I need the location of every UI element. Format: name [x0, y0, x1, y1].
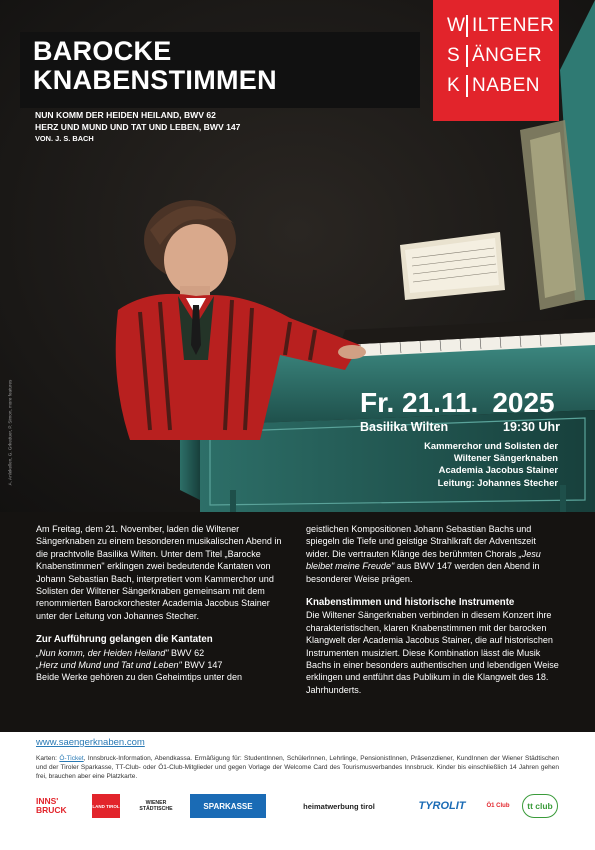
logo-divider	[466, 75, 468, 97]
work-bwv: BWV 147	[181, 660, 223, 671]
work-title: „Herz und Mund und Tat und Leben"	[36, 660, 182, 671]
concert-title	[33, 37, 277, 95]
performer-line: Leitung: Johannes Stecher	[437, 476, 558, 488]
logo-line	[433, 11, 559, 41]
logo-divider	[466, 15, 468, 37]
performer-line: Academia Jacobus Stainer	[438, 464, 558, 476]
work-bwv: BWV 62	[168, 647, 205, 658]
performer-line: Wiltener Sängerknaben	[453, 452, 558, 464]
work-title: „Nun komm, der Heiden Heiland"	[36, 647, 169, 658]
chorale-title: „Jesu bleibet meine Freude"	[306, 548, 541, 572]
logo-line	[433, 71, 559, 101]
logo-initial: K	[447, 75, 460, 96]
logo-initial: S	[447, 45, 460, 66]
wsk-logo	[433, 0, 559, 121]
sponsor-text: Ö1 Club	[486, 803, 510, 809]
body-column-right	[306, 523, 561, 696]
work-item	[36, 647, 291, 659]
photo-credit: A. Anlekellen, G. Grkeduer, P. Simon, more features	[7, 379, 13, 486]
venue-name: Basilika Wilten	[360, 420, 449, 434]
sponsor-text: LAND TIROL	[92, 803, 120, 809]
footer	[0, 732, 595, 850]
oe-ticket-link[interactable]: Ö-Ticket	[59, 755, 84, 762]
composer-line: VON. J. S. BACH	[35, 134, 94, 143]
sponsor-text: INNS' BRUCK	[36, 796, 67, 815]
event-time: 19:30 Uhr	[503, 420, 560, 434]
sponsor-text: SPARKASSE	[203, 801, 253, 811]
title-line: BAROCKE	[33, 36, 172, 66]
tickets-prefix: Karten:	[36, 755, 60, 762]
instruments-paragraph: Die Wiltener Sängerknaben verbinden in diesem Konzert ihre charakteristischen, klaren Knabenstimmen mit der barocken Klangwelt der Academia Jacobus Stainer, die auf historischen Instrumenten musiziert. Diese Kombination lässt die Musik Bachs in einer besonders authentischen und lebendigen Weise erklingen und entführt das Publikum in die Klangwelt des 18. Jahrhunderts.	[306, 610, 559, 695]
work-line: HERZ UND MUND UND TAT UND LEBEN, BWV 147	[35, 121, 241, 132]
intro-paragraph: Am Freitag, dem 21. November, laden die Wiltener Sängerknaben zu einem besonderen musikalischen Abend in die prachtvolle Basilika Wilten. Unter dem Titel „Barocke Knabenstimmen" erklingen zwei bedeutende Kantaten von Johann Sebastian Bach, interpretiert vom Kammerchor und Solisten der Wiltener Sängerknaben gemeinsam mit dem renommierten Barockorchester Academia Jacobus Stainer unter der Leitung von Johannes Stecher.	[36, 524, 282, 621]
performer-line: Kammerchor und Solisten der	[424, 440, 558, 451]
logo-word: NABEN	[472, 75, 540, 96]
sponsor-oe1-club-logo	[484, 794, 512, 818]
sponsor-text: WIENER STÄDTISCHE	[139, 800, 173, 812]
sponsor-heimatwerbung-logo	[278, 794, 400, 818]
tickets-text: , Innsbruck-Information, Abendkassa. Ermäßigung für: StudentInnen, SchülerInnen, Lehrlinge, PensionistInnen, Präsenzdiener, KundInnen der Wiener Städtischen und der Tiroler Sparkasse, TT-Club- oder Ö1-Club-Mitglieder und gegen Vorlage der Welcome Card des Tourismusverbandes Innsbruck. Kinder bis einschließlich 14 Jahren gehen frei, brauchen aber eine Platzkarte.	[36, 755, 559, 780]
website-link[interactable]: www.saengerknaben.com	[36, 737, 145, 748]
body-column-left	[36, 523, 291, 684]
sponsor-tt-club-logo	[522, 794, 558, 818]
year-text: 2025	[492, 387, 555, 418]
sponsor-wiener-staedtische-logo	[132, 794, 180, 818]
logo-initial: W	[447, 15, 465, 36]
ticket-info	[36, 754, 559, 781]
sponsor-text: TYROLIT	[418, 800, 466, 812]
work-line: NUN KOMM DER HEIDEN HEILAND, BWV 62	[35, 110, 216, 120]
section-heading: Knabenstimmen und historische Instrumente	[306, 597, 515, 609]
sponsor-land-tirol-logo	[92, 794, 120, 818]
sponsor-text: tt club	[527, 801, 553, 811]
sponsor-sparkasse-logo	[190, 794, 266, 818]
works-subtitle	[35, 110, 240, 145]
logo-line	[433, 41, 559, 71]
work-item	[36, 659, 291, 671]
paragraph-text: geistlichen Kompositionen Johann Sebastian Bachs und spiegeln die Tiefe und geistige Strahlkraft der Adventszeit wider. Die vertrauten Klänge des berühmten Chorals	[306, 524, 536, 559]
logo-word: ÄNGER	[472, 45, 543, 66]
sponsor-text: heimatwerbung tirol	[303, 801, 375, 811]
paragraph-text: aus BWV 147 werden den Abend in besonderer Weise prägen.	[306, 561, 540, 584]
title-line: KNABENSTIMMEN	[33, 65, 277, 95]
logo-divider	[466, 45, 468, 67]
venue-line	[360, 420, 560, 434]
logo-word: ILTENER	[472, 15, 555, 36]
closing-line: Beide Werke gehören zu den Geheimtips unter den	[36, 672, 243, 683]
event-date	[360, 387, 555, 419]
sponsor-tyrolit-logo	[412, 794, 472, 818]
performers	[360, 440, 558, 489]
section-heading: Zur Aufführung gelangen die Kantaten	[36, 634, 213, 646]
sponsor-innsbruck-logo	[36, 794, 80, 818]
continuation-paragraph	[306, 523, 561, 585]
date-text: Fr. 21.11.	[360, 387, 479, 418]
